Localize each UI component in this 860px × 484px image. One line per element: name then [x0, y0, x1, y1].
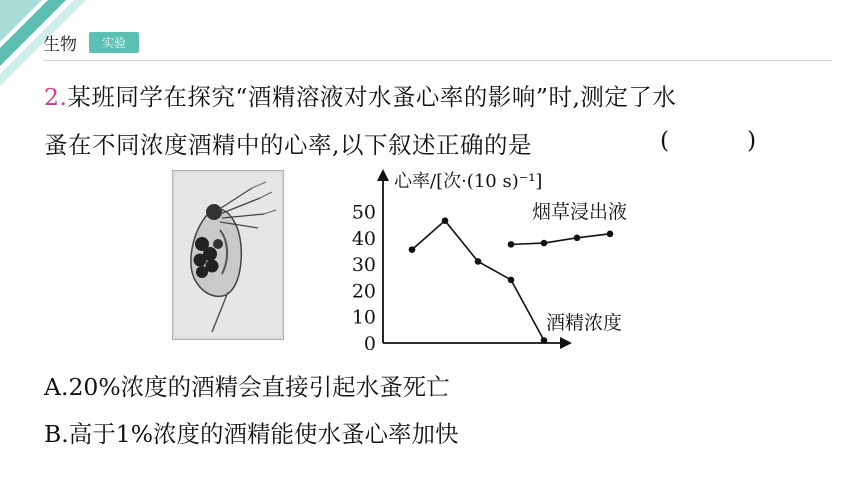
data-point [541, 337, 548, 344]
y-tick-label: 30 [351, 254, 376, 277]
header [43, 30, 139, 54]
question-text-2: 蚤在不同浓度酒精中的心率,以下叙述正确的是 [44, 131, 532, 159]
y-tick-label: 0 [363, 333, 376, 350]
series-label-tobacco: 烟草浸出液 [532, 201, 628, 223]
x-axis-arrow [560, 337, 572, 349]
question-line-2 [44, 126, 532, 160]
series-line-0 [511, 234, 610, 245]
series-label-alcohol: 酒精浓度 [546, 312, 623, 334]
data-point [409, 246, 416, 253]
option-a[interactable]: A.20%浓度的酒精会直接引起水蚤死亡 [44, 373, 450, 401]
data-point [442, 217, 449, 224]
data-point [508, 277, 515, 284]
section-badge: 实验 [89, 32, 139, 53]
y-tick-label: 50 [351, 201, 376, 224]
data-point [541, 240, 548, 247]
data-point [574, 235, 581, 242]
series-line-1 [412, 221, 544, 341]
heart-rate-chart [340, 165, 670, 350]
data-point [475, 258, 482, 265]
data-point [607, 231, 614, 238]
y-axis-label: 心率/[次·(10 s)⁻¹] [394, 171, 543, 192]
subject-label: 生物 [43, 34, 77, 55]
y-tick-label: 20 [351, 280, 376, 303]
y-axis-arrow [377, 169, 389, 181]
y-tick-label: 40 [351, 227, 376, 250]
option-b[interactable]: B.高于1%浓度的酒精能使水蚤心率加快 [44, 420, 459, 448]
question-line-1 [44, 78, 676, 112]
data-point [508, 241, 515, 248]
water-flea-photo [172, 170, 284, 340]
answer-paren-close: ) [747, 126, 757, 154]
question-text-1: 某班同学在探究“酒精溶液对水蚤心率的影响”时,测定了水 [67, 83, 677, 111]
question-number: 2. [44, 83, 68, 111]
y-tick-label: 10 [351, 306, 376, 329]
header-divider [43, 60, 832, 61]
answer-paren-open: ( [660, 126, 670, 154]
